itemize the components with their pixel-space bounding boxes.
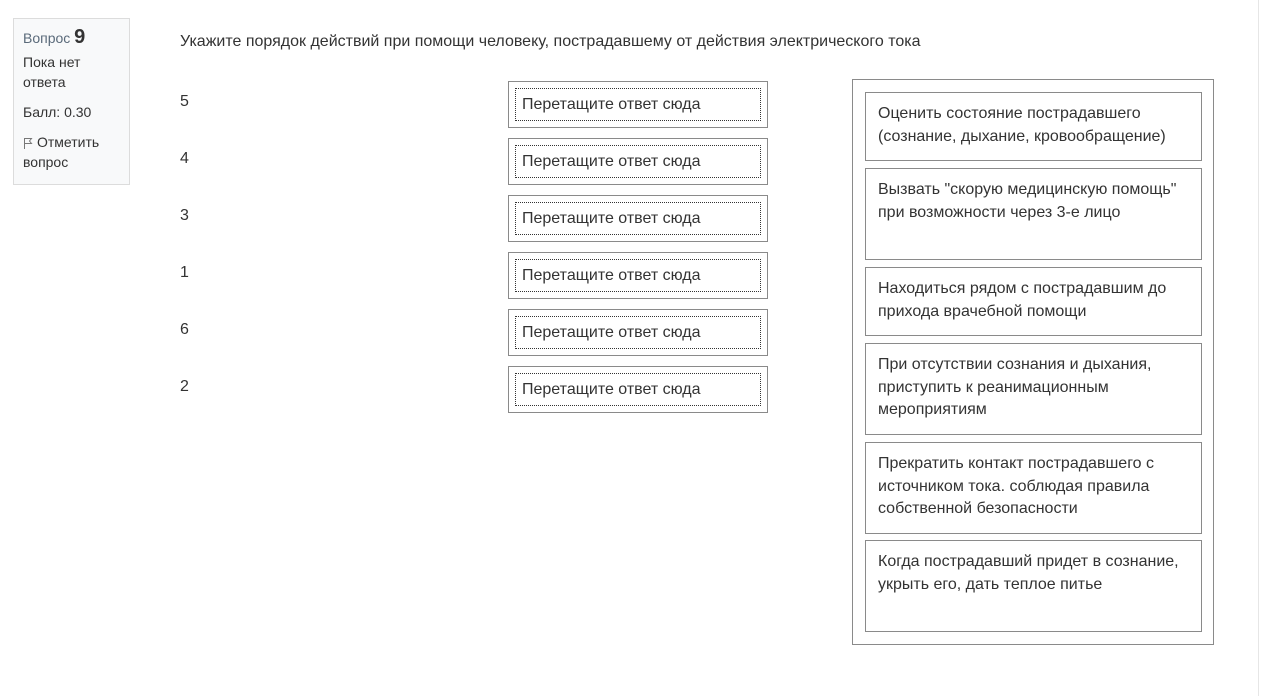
question-state: Пока нет ответа [23,54,81,90]
order-number: 3 [180,207,189,224]
drop-zone[interactable] [508,252,768,299]
question-label: Вопрос [23,30,71,46]
question-info-panel [13,18,130,185]
drop-zone-placeholder: Перетащите ответ сюда [515,202,761,235]
drop-zone[interactable] [508,366,768,413]
drop-zone-placeholder: Перетащите ответ сюда [515,259,761,292]
drop-zone[interactable] [508,138,768,185]
draggable-choice[interactable]: Оценить состояние пострадавшего (сознание, дыхание, кровообращение) [865,92,1202,161]
draggable-choice[interactable]: Вызвать "скорую медицинскую помощь" при возможности через 3-е лицо [865,168,1202,260]
flag-icon [23,134,33,146]
question-text: Укажите порядок действий при помощи человеку, пострадавшему от действия электрического тока [180,33,921,50]
drop-zone-placeholder: Перетащите ответ сюда [515,88,761,121]
draggable-choice[interactable]: Находиться рядом с пострадавшим до прихода врачебной помощи [865,267,1202,336]
question-number-heading [23,27,120,48]
flag-question-button[interactable] [23,132,120,172]
drop-zone-placeholder: Перетащите ответ сюда [515,145,761,178]
question-number: 9 [74,26,86,48]
flag-question-label: Отметить вопрос [23,134,100,170]
question-grade: Балл: 0.30 [23,104,92,120]
drop-zone[interactable] [508,309,768,356]
draggable-choice[interactable]: Прекратить контакт пострадавшего с источником тока. соблюдая правила собственной безопасности [865,442,1202,534]
order-number: 2 [180,378,189,395]
order-number: 5 [180,93,189,110]
order-number: 1 [180,264,189,281]
answer-choices-pool [852,79,1214,645]
drop-zone[interactable] [508,81,768,128]
order-number: 4 [180,150,189,167]
draggable-choice[interactable]: При отсутствии сознания и дыхания, приступить к реанимационным мероприятиям [865,343,1202,435]
page-divider [1258,0,1259,696]
order-number: 6 [180,321,189,338]
drop-zone-placeholder: Перетащите ответ сюда [515,373,761,406]
draggable-choice[interactable]: Когда пострадавший придет в сознание, укрыть его, дать теплое питье [865,540,1202,632]
drop-zone-placeholder: Перетащите ответ сюда [515,316,761,349]
drop-zone[interactable] [508,195,768,242]
